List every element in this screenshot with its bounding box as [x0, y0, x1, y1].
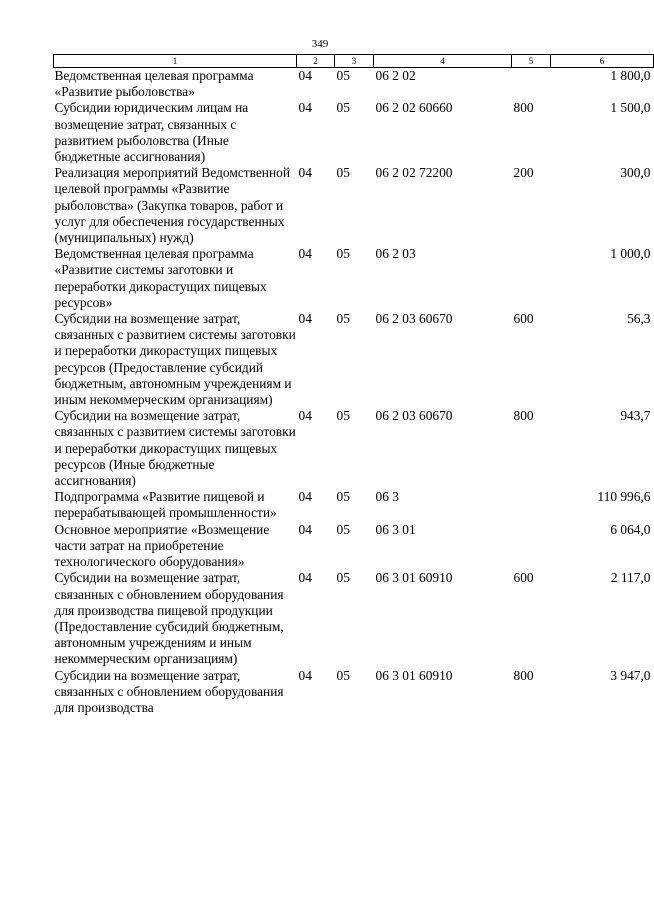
col-header-1: 1	[54, 55, 297, 68]
row-amount: 943,7	[620, 408, 651, 424]
table-row	[54, 68, 654, 101]
row-amount: 3 947,0	[610, 667, 651, 683]
row-section: 04	[298, 246, 312, 262]
row-amount: 56,3	[627, 311, 651, 327]
row-target-article: 06 3	[375, 489, 399, 505]
col-header-4: 4	[374, 55, 512, 68]
row-name: Субсидии юридическим лицам на возмещение затрат, связанных с развитием рыболовства (Иные бюджетные ассигнования)	[54, 100, 249, 165]
row-subsection: 05	[336, 100, 350, 116]
table-row	[54, 311, 654, 408]
row-target-article: 06 3 01	[375, 521, 416, 537]
table-row	[54, 408, 654, 489]
row-amount: 2 117,0	[610, 570, 651, 586]
row-target-article: 06 3 01 60910	[375, 667, 453, 683]
col-header-3: 3	[335, 55, 374, 68]
row-subsection: 05	[336, 408, 350, 424]
row-amount: 1 800,0	[610, 68, 651, 83]
row-name: Субсидии на возмещение затрат, связанных с развитием системы заготовки и переработки дикорастущих пищевых ресурсов (Иные бюджетные ассигнования)	[54, 408, 296, 489]
row-section: 04	[298, 311, 312, 327]
table-row	[54, 570, 654, 667]
row-subsection: 05	[336, 246, 350, 262]
row-expense-type: 200	[513, 165, 534, 181]
row-target-article: 06 2 03 60670	[375, 311, 453, 327]
row-name: Основное мероприятие «Возмещение части затрат на приобретение технологического оборудования»	[54, 521, 270, 570]
row-section: 04	[298, 408, 312, 424]
header-row	[54, 55, 654, 68]
row-amount: 1 000,0	[610, 246, 651, 262]
row-name: Ведомственная целевая программа «Развитие системы заготовки и переработки дикорастущих пищевых ресурсов»	[54, 246, 267, 310]
row-expense-type: 800	[513, 667, 534, 683]
row-expense-type	[512, 68, 551, 101]
table-row	[54, 246, 654, 311]
row-name: Субсидии на возмещение затрат, связанных с развитием системы заготовки и переработки дикорастущих пищевых ресурсов (Предоставление субсидий бюджетным, автономным учреждениям и иным некоммерческим организациям)	[54, 311, 296, 408]
row-expense-type: 800	[513, 408, 534, 424]
table-row	[54, 100, 654, 165]
row-section: 04	[298, 165, 312, 181]
row-target-article: 06 2 02 60660	[375, 100, 453, 116]
row-expense-type: 600	[513, 570, 534, 586]
row-target-article: 06 2 03	[375, 246, 416, 262]
budget-table	[53, 54, 654, 716]
row-expense-type	[512, 522, 551, 571]
row-subsection: 05	[336, 570, 350, 586]
row-name: Ведомственная целевая программа «Развитие рыболовства»	[54, 68, 254, 100]
row-section: 04	[298, 521, 312, 537]
row-amount: 6 064,0	[610, 521, 651, 537]
col-header-6: 6	[551, 55, 654, 68]
row-section: 04	[298, 667, 312, 683]
table-row	[54, 522, 654, 571]
row-expense-type: 600	[513, 311, 534, 327]
row-amount: 110 996,6	[597, 489, 651, 505]
row-target-article: 06 2 02	[375, 68, 416, 83]
row-section: 04	[298, 100, 312, 116]
row-section: 04	[298, 68, 312, 83]
row-target-article: 06 2 03 60670	[375, 408, 453, 424]
row-name: Субсидии на возмещение затрат, связанных с обновлением оборудования для производства	[54, 667, 284, 715]
row-amount: 1 500,0	[610, 100, 651, 116]
col-header-5: 5	[512, 55, 551, 68]
row-subsection: 05	[336, 68, 350, 83]
row-section: 04	[298, 570, 312, 586]
row-name: Субсидии на возмещение затрат, связанных с обновлением оборудования для производства пищевой продукции (Предоставление субсидий бюджетным, автономным учреждениям и иным некоммерческим организациям)	[54, 570, 284, 667]
row-subsection: 05	[336, 521, 350, 537]
table-row	[54, 489, 654, 521]
row-subsection: 05	[336, 667, 350, 683]
page-number: 349	[311, 38, 329, 50]
row-section: 04	[298, 489, 312, 505]
row-name: Подпрограмма «Развитие пищевой и перерабатывающей промышленности»	[54, 489, 277, 521]
col-header-2: 2	[297, 55, 335, 68]
row-target-article: 06 3 01 60910	[375, 570, 453, 586]
table-row	[54, 165, 654, 246]
row-target-article: 06 2 02 72200	[375, 165, 453, 181]
row-expense-type	[512, 246, 551, 311]
row-name: Реализация мероприятий Ведомственной целевой программы «Развитие рыболовства» (Закупка товаров, работ и услуг для обеспечения государственных (муниципальных) нужд)	[54, 165, 290, 246]
table-row	[54, 668, 654, 717]
row-expense-type: 800	[513, 100, 534, 116]
row-subsection: 05	[336, 489, 350, 505]
row-subsection: 05	[336, 165, 350, 181]
row-amount: 300,0	[620, 165, 651, 181]
row-subsection: 05	[336, 311, 350, 327]
row-expense-type	[512, 489, 551, 521]
